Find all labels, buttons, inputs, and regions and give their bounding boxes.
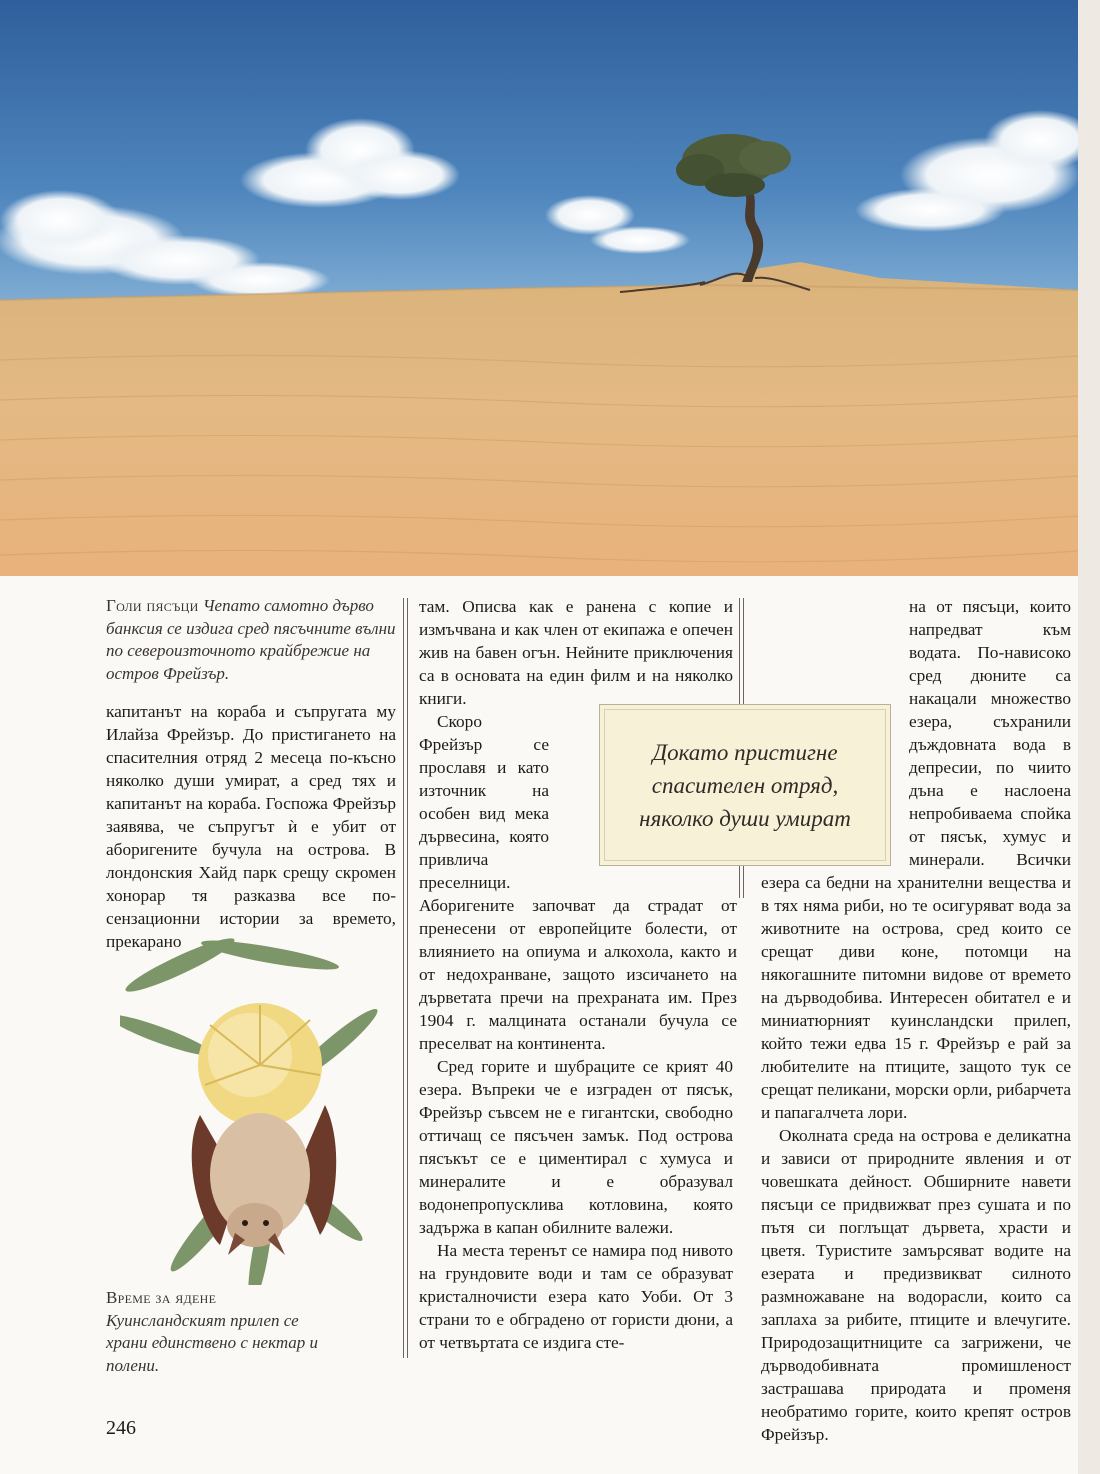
page-number: 246 [106,1417,136,1439]
pullquote-line-3: няколко души умират [639,805,851,831]
caption-top-text: Чепато самотно дърво банксия се издига сред пясъчните вълни по североизточното крайбрежие на остров Фрейзър. [106,596,396,683]
column-2-paragraph-2-text: Скоро Фрейзър се прославя и като източник на особен вид мека дървесина, която привлича преселници. Аборигените започват да страдат от пренесени от европейците болести, от влиянието на опиума и алкохола, както и от недохранване, защото изсичането на дърветата пречи на прехраната им. През 1904 г. малцината останали бучула се преселват на континента. [419,712,737,1053]
caption-top [106,595,396,685]
pullquote [599,704,891,866]
column-1-paragraph: капитанът на кораба и съпругата му Илайза Фрейзър. До пристигането на спасителния отряд 2 месеца по-късно няколко души умират, а сред тях и капитанът на кораба. Госпожа Фрейзър заявява, че съпругът ѝ е убит от аборигените бучула на острова. В лондонския Хайд парк срещу скромен хонорар тя разказва все по-сензационни истории за времето, прекарано [106,702,396,951]
page-edge [1078,0,1100,1474]
column-3-paragraph-2: Околната среда на острова е деликатна и зависи от природните явления и от човешката дейност. Обширните навети пясъци се придвижват през сушата и по пътя си поглъщат дървета, храсти и цветя. Туристите замърсяват водите на езерата и предизвикват силното размножаване на водорасли, които са заплаха за рибите, птиците и влечугите. Природозащитниците са загрижени, че дърводобивната промишленост застрашава природата и променя необратимо горите, които крепят остров Фрейзър. [761,1126,1071,1444]
caption-bottom-text: Куинсландският прилеп се храни единствено с нектар и полени. [106,1310,319,1375]
desert-dune-tree-photo [0,0,1078,576]
banksia-bat-illustration [120,925,380,1285]
column-rule-1 [403,598,404,1358]
pullquote-line-1: Докато пристигне [652,739,838,765]
column-2-paragraph-3: Сред горите и шубраците се крият 40 езера. Въпреки че е изграден от пясък, Фрейзър съвсем не е гигантски, свободно оттичащ се пясъчен замък. Под острова пясъкът се е циментирал с хумуса и минералите и е образувал водонепропусклива котловина, която задържа в капан обилните валежи. [419,1057,733,1237]
caption-bottom-label: Време за ядене [106,1288,217,1307]
caption-bottom [106,1287,326,1377]
desert-tree-photo [0,0,1078,576]
column-rule-1b [407,598,408,1358]
caption-top-label: Голи пясъци [106,596,199,615]
pullquote-line-2: спасителен отряд, [651,772,839,798]
illustration [120,925,380,1285]
column-3-paragraph-1-text: на от пясъци, които напредват към водата. По-нависоко сред дюните са накацали множество езера, съхранили дъждовната вода в депресии, по чиито дъна е наслоена непробиваема спойка от пясък, хумус и минерали. Всички езера са бедни на хранителни вещества и в тях няма риби, но те осигуряват вода за животните на острова, сред които се срещат диви коне, потомци на някогашните питомни видове от времето на дърводобива. Интересен обитател е и миниатюрният куинсландски прилеп, който тежи едва 15 г. Фрейзър е рай за любителите на птиците, защото тук се срещат пеликани, морски орли, рибарчета и папагалчета лори. [761,597,1071,1122]
column-1 [106,700,396,953]
column-2-paragraph-1: там. Описва как е ранена с копие и измъчвана и как член от екипажа е опечен жив на бавен огън. Нейните приключения са в основата на един филм и на няколко книги. [419,597,733,708]
column-2-paragraph-4: На места теренът се намира под нивото на грундовите води и там се образуват кристалночисти езера като Уоби. От 3 страни то е обградено от гористи дюни, а от четвъртата се издига сте- [419,1241,733,1352]
